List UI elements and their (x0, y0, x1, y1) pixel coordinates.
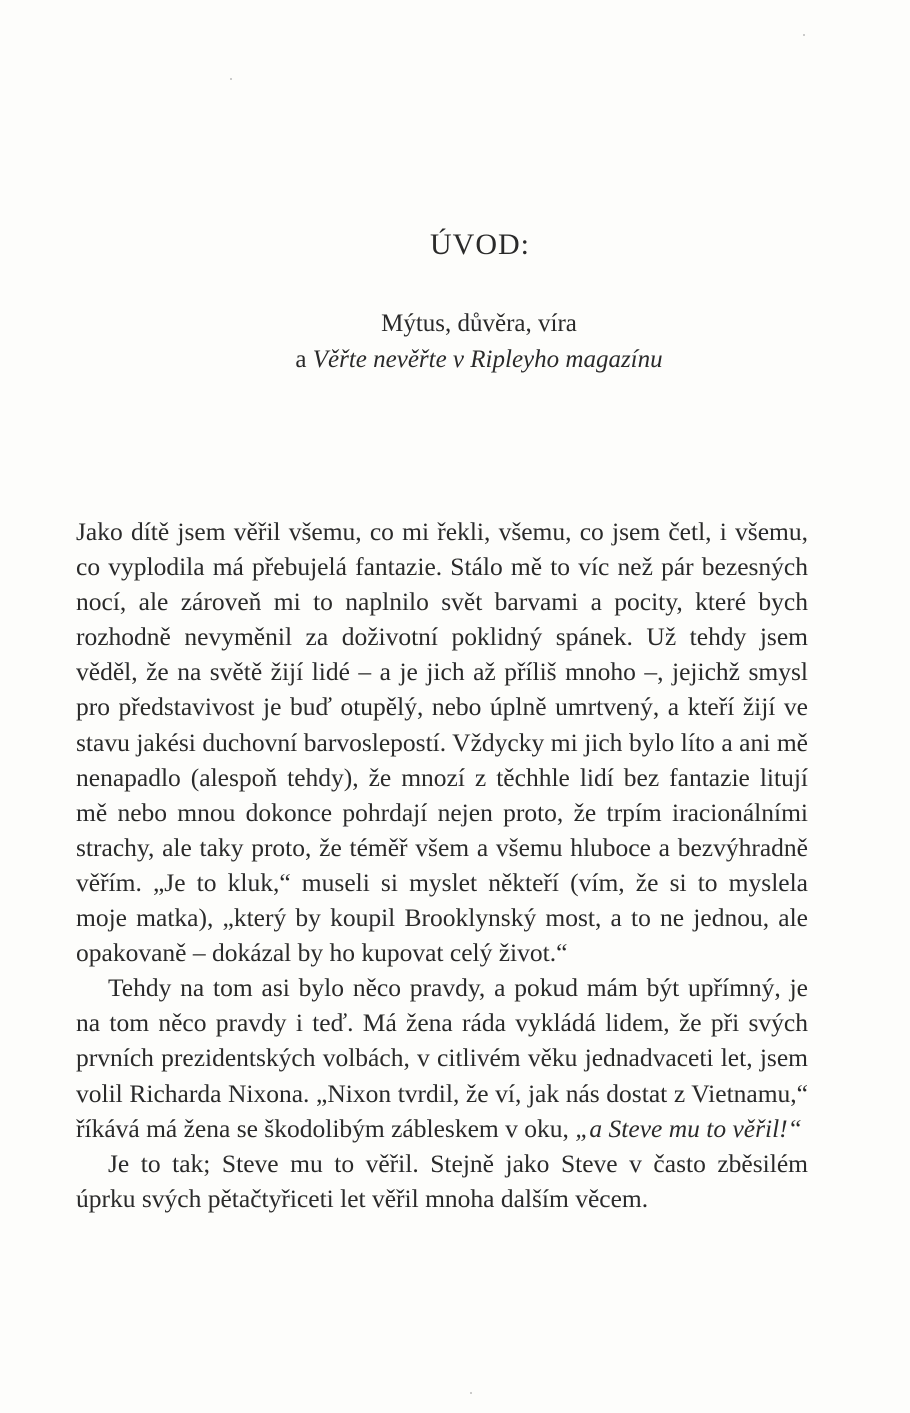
paper-speck (230, 78, 232, 80)
paragraph-1: Jako dítě jsem věřil všemu, co mi řekli, všemu, co jsem četl, i všemu, co vyplodila má přebujelá fantazie. Stálo mě to víc než pár bezesných nocí, ale zároveň mi to naplnilo svět barvami a pocity, které bych rozhodně nevyměnil za doživotní poklidný spánek. Už tehdy jsem věděl, že na světě žijí lidé – a je jich až příliš mnoho –, jejichž smysl pro představivost je buď otupělý, nebo úplně umrtvený, a kteří žijí ve stavu jakési duchovní barvoslepostí. Vždycky mi jich bylo líto a ani mě nenapadlo (alespoň tehdy), že mnozí z těchhle lidí bez fantazie litují mě nebo mnou dokonce pohrdají nejen proto, že trpím iracionálními strachy, ale taky proto, že téměř všem a všemu hluboce a bezvýhradně věřím. „Je to kluk,“ museli si myslet někteří (vím, že si to myslela moje matka), „který by koupil Brooklynský most, a to ne jednou, ale opakovaně – dokázal by ho kupovat celý život.“ (76, 517, 808, 968)
subtitle-line-2-italic: Věřte nevěřte v Ripleyho magazínu (312, 346, 663, 373)
paper-speck (470, 1392, 472, 1394)
chapter-subtitle (24, 306, 910, 378)
subtitle-line-2-prefix: a (295, 346, 313, 373)
subtitle-line-2 (24, 342, 910, 378)
subtitle-line-1: Mýtus, důvěra, víra (381, 310, 577, 337)
paragraph-2-text: Tehdy na tom asi bylo něco pravdy, a pokud mám být upřímný, je na tom něco pravdy i teď. Má žena ráda vykládá lidem, že při svých prvních prezidentských volbách, v citlivém věku jednadvaceti let, jsem volil Richarda Nixona. „Nixon tvrdil, že ví, jak nás dostat z Vietnamu,“ říkává má žena se škodolibým zábleskem v oku, (76, 973, 808, 1143)
paragraph-2-italic-quote: „a Steve mu to věřil!“ (575, 1113, 802, 1143)
body-text (76, 514, 808, 1216)
paragraph-2 (76, 970, 808, 1145)
chapter-heading: ÚVOD: (430, 228, 530, 261)
paragraph-3: Je to tak; Steve mu to věřil. Stejně jako Steve v často zběsilém úprku svých pětačtyřiceti let věřil mnoha dalším věcem. (76, 1148, 808, 1213)
paper-speck (803, 34, 805, 36)
